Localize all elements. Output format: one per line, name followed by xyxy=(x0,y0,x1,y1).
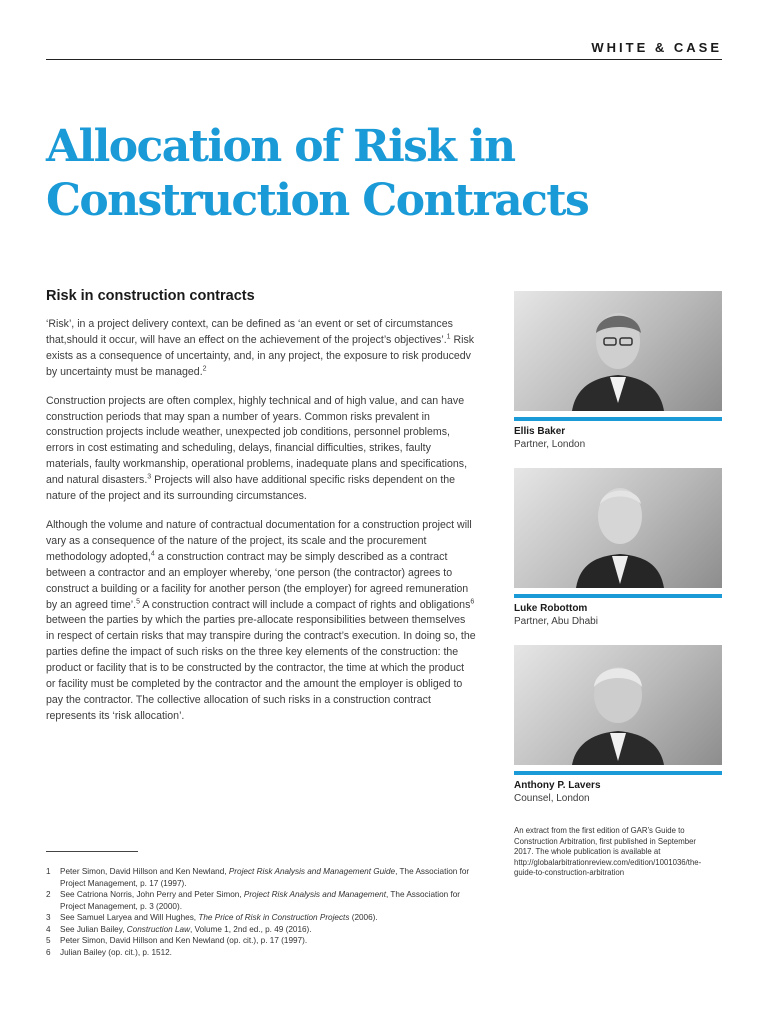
footnote-number: 2 xyxy=(46,890,51,899)
paragraph-text: a construction contract may be simply described as a contract between a contractor and an employer whereby, ‘one person (the contractor) agrees to construct a building or a facility for another person (the employer) for agreed remuneration by an agreed time’. xyxy=(46,550,469,611)
footnote-rule xyxy=(46,851,138,852)
paragraph-2 xyxy=(46,394,476,505)
footnote-item xyxy=(46,924,476,936)
footnote-text: Peter Simon, David Hillson and Ken Newland (op. cit.), p. 17 (1997). xyxy=(60,936,308,945)
author-name: Ellis Baker xyxy=(514,426,566,437)
footnote-ref[interactable]: 3 xyxy=(147,473,152,481)
author-card xyxy=(514,645,723,805)
paragraph-3 xyxy=(46,518,476,725)
author-card xyxy=(514,291,723,451)
footnote-item xyxy=(46,889,476,912)
main-column xyxy=(46,288,476,738)
author-role: Counsel, London xyxy=(514,793,590,804)
footnote-item xyxy=(46,912,476,924)
extract-note: An extract from the first edition of GAR’s Guide to Construction Arbitration, first published in September 2017. The whole publication is available at http://globalarbitrationreview.com/edition/1001036/the-guide-to-construction-arbitration xyxy=(514,826,702,878)
footnote-item xyxy=(46,935,476,947)
footnote-text: Julian Bailey (op. cit.), p. 1512. xyxy=(60,947,172,957)
paragraph-text: ‘Risk’, in a project delivery context, can be defined as ‘an event or set of circumstances that,should it occur, will have an effect on the achievement of the project’s objectives’. xyxy=(46,318,453,346)
author-role: Partner, London xyxy=(514,439,586,450)
author-name: Anthony P. Lavers xyxy=(514,780,601,791)
author-name: Luke Robottom xyxy=(514,603,588,614)
author-sidebar xyxy=(514,291,723,805)
footnote-ref[interactable]: 6 xyxy=(470,597,475,605)
paragraph-1 xyxy=(46,317,476,381)
paragraph-text: Projects will also have additional specific risks dependent on the nature of the project and its surrounding circumstances. xyxy=(46,474,456,503)
footnote-number: 4 xyxy=(46,924,51,934)
footnote-item xyxy=(46,866,476,889)
footnote-number: 6 xyxy=(46,947,51,957)
footnote-ref[interactable]: 1 xyxy=(446,333,451,341)
footnote-ref[interactable]: 4 xyxy=(150,550,155,558)
paragraph-text: Construction projects are often complex, highly technical and of high value, and can have construction periods that may span a number of years. Common risks prevalent in construction projects include weather, unexpected job conditions, personnel problems, errors in cost estimating and scheduling, delays, financial difficulties, strikes, faulty materials, faulty workmanship, operational problems, inadequate plans and specifications, and natural disasters. xyxy=(46,394,468,487)
paragraph-text: Risk exists as a consequence of uncertainty, and, in any project, the exposure to risk producedv by uncertainty must be managed. xyxy=(46,333,475,378)
footnote-text: Peter Simon, David Hillson and Ken Newland, Project Risk Analysis and Management Guide, The Association for Project Management, p. 17 (1997). xyxy=(60,867,470,888)
portrait-icon xyxy=(514,468,722,588)
author-photo xyxy=(514,291,722,411)
section-heading: Risk in construction contracts xyxy=(46,288,255,304)
paragraph-text: Although the volume and nature of contractual documentation for a construction project will vary as a consequence of the nature of the project, its scale and the procurement methodology adopted, xyxy=(46,518,472,563)
paragraph-text: A construction contract will include a compact of rights and obligations xyxy=(140,598,471,611)
footnote-item xyxy=(46,947,476,959)
author-photo xyxy=(514,645,722,765)
author-photo xyxy=(514,468,722,588)
footnote-text: See Samuel Laryea and Will Hughes, The Price of Risk in Construction Projects (2006). xyxy=(60,913,378,922)
accent-bar xyxy=(514,594,722,598)
accent-bar xyxy=(514,771,722,775)
footnote-ref[interactable]: 5 xyxy=(136,597,141,605)
portrait-icon xyxy=(514,645,722,765)
footnote-ref[interactable]: 2 xyxy=(202,365,207,373)
accent-bar xyxy=(514,417,722,421)
portrait-icon xyxy=(514,291,722,411)
header-rule xyxy=(46,59,722,60)
page-title: Allocation of Risk in Construction Contracts xyxy=(46,121,589,226)
paragraph-text: between the parties by which the parties pre-allocate responsibilities between themselves in respect of certain risks that may transpire during the contract’s execution. In doing so, the parties define the impact of such risks on the three key elements of the construction: the product or facility that is to be constructed by the contractor, the time at which the product or facility must be completed by the contractor and the amount the employer is obliged to pay the contractor. The collective allocation of such risks in a construction contract represents its ‘risk allocation’. xyxy=(46,614,476,722)
footnote-number: 1 xyxy=(46,867,51,876)
footnote-list xyxy=(46,866,476,958)
brand-logo: WHITE & CASE xyxy=(591,40,722,55)
author-role: Partner, Abu Dhabi xyxy=(514,616,598,627)
footnote-text: See Julian Bailey, Construction Law, Volume 1, 2nd ed., p. 49 (2016). xyxy=(60,924,312,934)
footnote-text: See Catriona Norris, John Perry and Peter Simon, Project Risk Analysis and Management, The Association for Project Management, p. 3 (2000). xyxy=(60,890,461,911)
footnote-number: 3 xyxy=(46,913,51,922)
footnote-number: 5 xyxy=(46,936,51,945)
author-card xyxy=(514,468,723,628)
